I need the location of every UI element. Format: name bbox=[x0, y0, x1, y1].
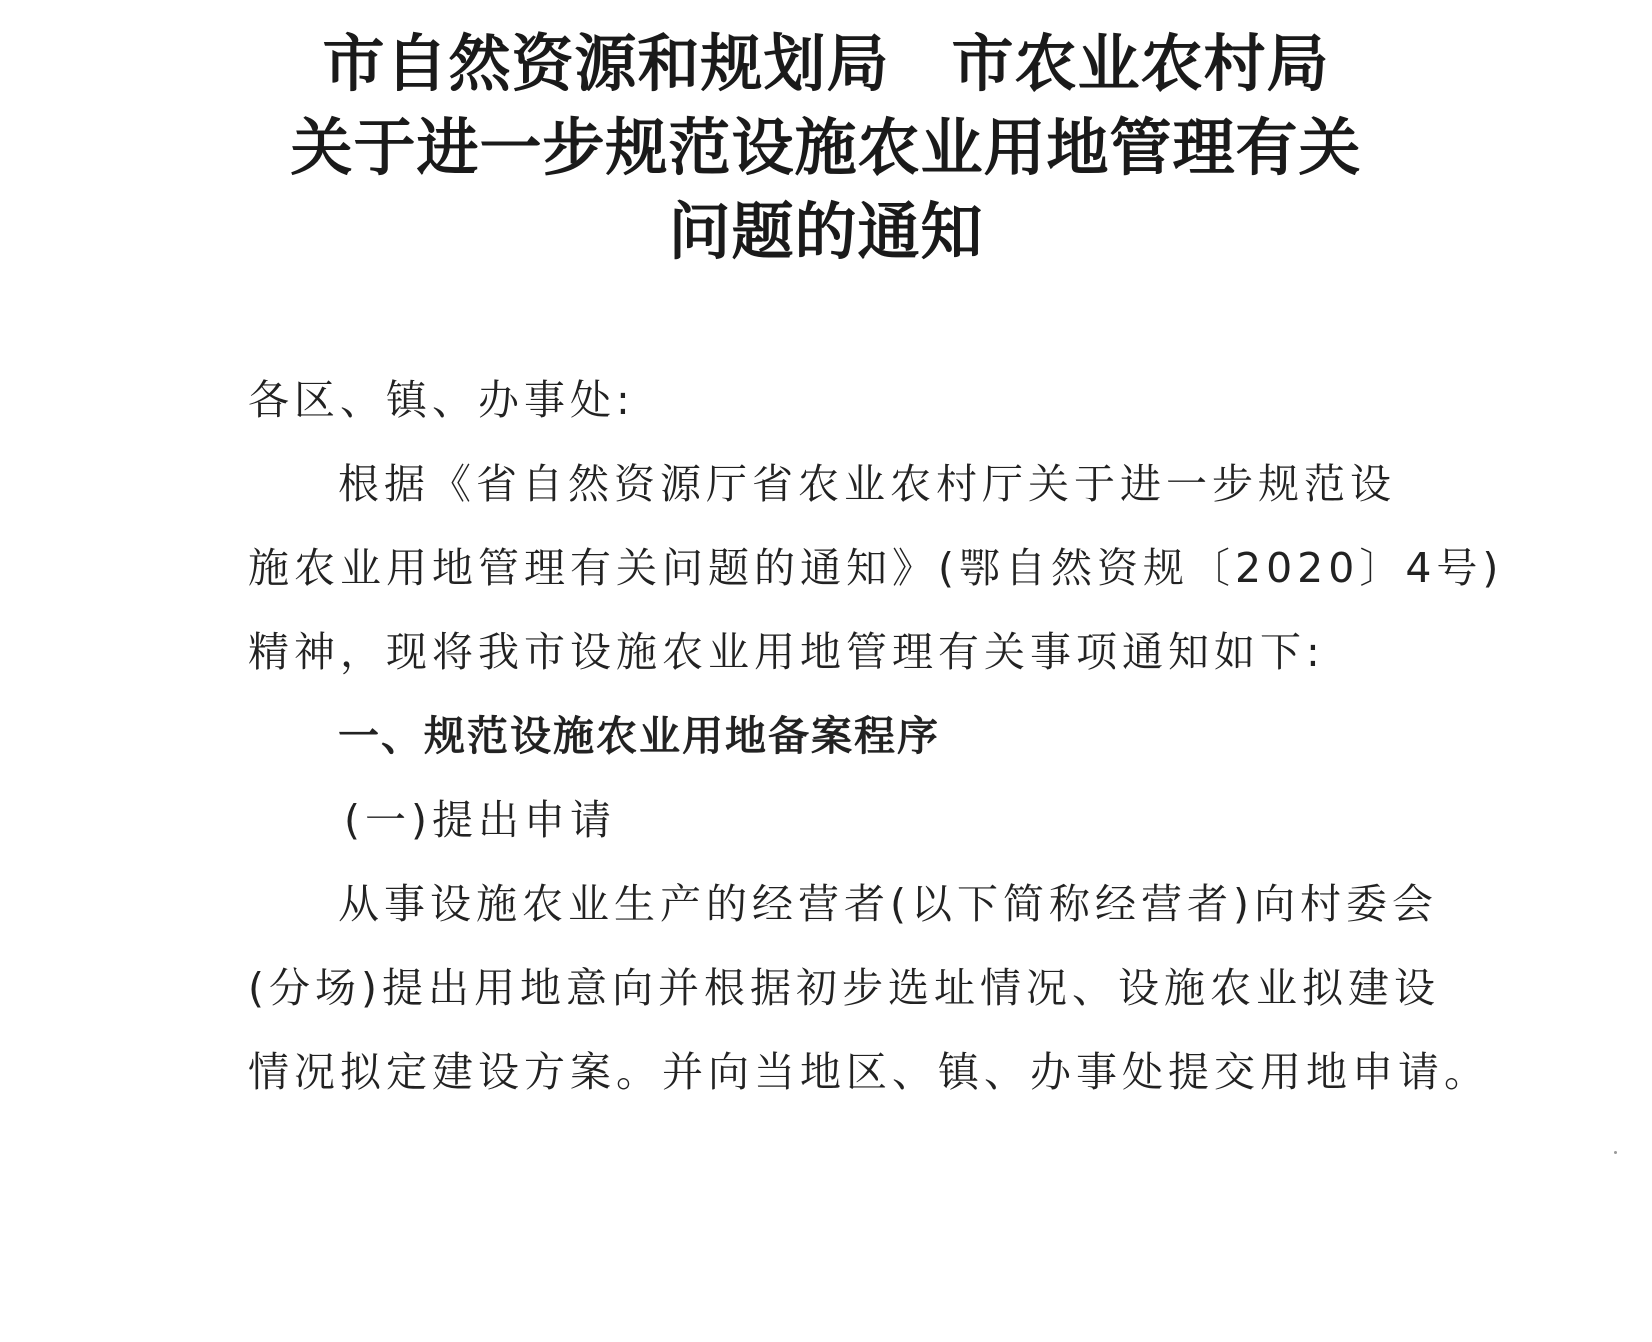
scan-speck bbox=[1614, 1151, 1617, 1154]
paragraph-1-line-1: 根据《省自然资源厅省农业农村厅关于进一步规范设 bbox=[338, 460, 1396, 508]
title-issuer-agriculture: 市农业农村局 bbox=[951, 27, 1330, 100]
title-line-issuers bbox=[0, 22, 1652, 106]
title-line-notice: 问题的通知 bbox=[668, 195, 984, 268]
paragraph-2-line-2: (分场)提出用地意向并根据初步选址情况、设施农业拟建设 bbox=[248, 964, 1440, 1012]
document-body bbox=[248, 358, 1504, 1114]
paragraph-2-line-1: 从事设施农业生产的经营者(以下简称经营者)向村委会 bbox=[338, 880, 1438, 928]
subsection-1-heading: (一)提出申请 bbox=[344, 796, 616, 844]
title-issuer-natural-resources: 市自然资源和规划局 bbox=[322, 27, 890, 100]
section-1-heading: 一、规范设施农业用地备案程序 bbox=[338, 712, 940, 760]
paragraph-2-line-3: 情况拟定建设方案。并向当地区、镇、办事处提交用地申请。 bbox=[248, 1048, 1490, 1096]
title-line-subject: 关于进一步规范设施农业用地管理有关 bbox=[290, 111, 1362, 184]
document-title bbox=[0, 22, 1652, 274]
paragraph-1-line-3: 精神，现将我市设施农业用地管理有关事项通知如下: bbox=[248, 628, 1325, 676]
salutation: 各区、镇、办事处: bbox=[248, 376, 635, 424]
paragraph-1-line-2: 施农业用地管理有关问题的通知》(鄂自然资规〔2020〕4号) bbox=[248, 544, 1504, 592]
